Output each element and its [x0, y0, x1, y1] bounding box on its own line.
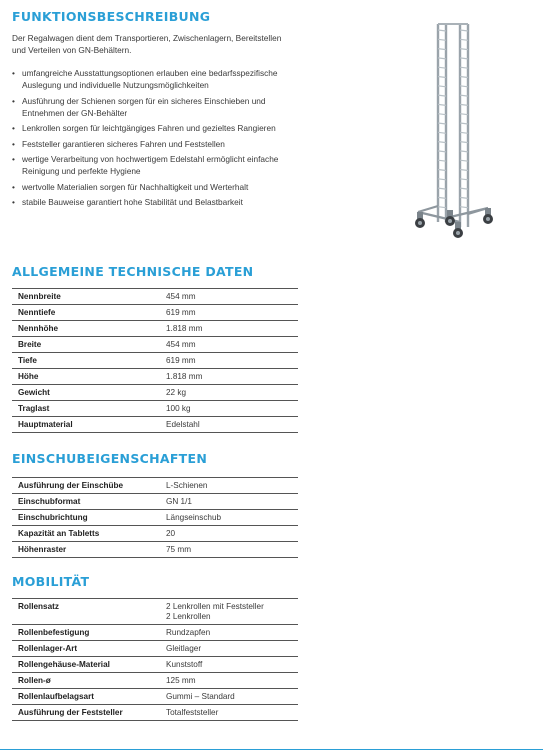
row-label: Nennbreite	[18, 292, 61, 301]
row-label: Traglast	[18, 404, 50, 413]
row-value-line: 2 Lenkrollen mit Feststeller	[166, 601, 264, 611]
feature-item	[12, 138, 302, 150]
row-value-line: GN 1/1	[166, 496, 192, 506]
table-row	[12, 305, 298, 321]
feature-text: Ausführung der Schienen sorgen für ein sicheres Einschieben und Entnehmen der GN-Behälter	[22, 95, 266, 118]
table-row	[12, 599, 298, 625]
feature-text: wertige Verarbeitung von hochwertigem Edelstahl ermöglicht einfache Reinigung und perfekte Hygiene	[22, 153, 279, 177]
row-value-line: Längseinschub	[166, 512, 222, 522]
row-value-line: 619 mm	[166, 307, 196, 317]
section-title-einschubeigenschaften: EINSCHUBEIGENSCHAFTEN	[12, 451, 208, 466]
table-row	[12, 417, 298, 433]
table-row	[12, 526, 298, 542]
row-label: Tiefe	[18, 356, 37, 365]
row-label: Höhe	[18, 372, 39, 381]
row-label: Höhenraster	[18, 545, 67, 554]
footer-divider	[0, 749, 543, 750]
table-row	[12, 401, 298, 417]
row-value	[166, 478, 298, 493]
feature-text: Lenkrollen sorgen für leichtgängiges Fahren und gezieltes Rangieren	[22, 123, 276, 134]
row-value-line: Rundzapfen	[166, 627, 211, 637]
bullet-icon: •	[12, 196, 15, 207]
row-value	[166, 494, 298, 509]
intro-text: Der Regalwagen dient dem Transportieren, Zwischenlagern, Bereitstellen und Verteilen von GN-Behältern.	[12, 33, 282, 55]
row-value-line: 100 kg	[166, 403, 191, 413]
bullet-icon: •	[12, 181, 15, 192]
table-row	[12, 369, 298, 385]
technical-data-table	[12, 288, 298, 433]
section-title-mobilitaet: MOBILITÄT	[12, 574, 90, 589]
section-title-funktionsbeschreibung: FUNKTIONSBESCHREIBUNG	[12, 9, 211, 24]
row-label: Ausführung der Feststeller	[18, 708, 123, 717]
row-value	[166, 641, 298, 656]
row-value-line: Gummi – Standard	[166, 691, 235, 701]
table-row	[12, 625, 298, 641]
feature-item	[12, 95, 302, 119]
feature-list	[12, 67, 302, 211]
row-value	[166, 625, 298, 640]
row-label: Rollenlaufbelagsart	[18, 692, 94, 701]
row-value	[166, 689, 298, 704]
row-label: Rollensatz	[18, 602, 59, 611]
rack-trolley-image	[408, 22, 498, 242]
row-value-line: 2 Lenkrollen	[166, 611, 211, 621]
feature-item	[12, 181, 302, 193]
table-row	[12, 657, 298, 673]
row-value-line: L-Schienen	[166, 480, 208, 490]
row-value-line: Kunststoff	[166, 659, 203, 669]
row-value	[166, 337, 298, 352]
row-value-line: 125 mm	[166, 675, 196, 685]
bullet-icon: •	[12, 95, 15, 106]
row-value	[166, 353, 298, 368]
row-value	[166, 305, 298, 320]
feature-item	[12, 153, 302, 177]
table-row	[12, 641, 298, 657]
row-label: Nennhöhe	[18, 324, 59, 333]
row-value-line: 22 kg	[166, 387, 187, 397]
row-value	[166, 369, 298, 384]
table-row	[12, 673, 298, 689]
feature-text: wertvolle Materialien sorgen für Nachhaltigkeit und Werterhalt	[22, 181, 249, 192]
row-value	[166, 657, 298, 672]
row-label: Rollen-ø	[18, 676, 51, 685]
row-value	[166, 417, 298, 432]
row-value	[166, 321, 298, 336]
row-label: Hauptmaterial	[18, 420, 73, 429]
bullet-icon: •	[12, 68, 15, 78]
row-value-line: 20	[166, 528, 176, 538]
slide-in-properties-table	[12, 477, 298, 558]
row-label: Rollengehäuse-Material	[18, 660, 110, 669]
table-row	[12, 289, 298, 305]
row-value	[166, 542, 298, 557]
bullet-icon: •	[12, 138, 15, 149]
row-value	[166, 705, 298, 720]
row-value	[166, 289, 298, 304]
row-value	[166, 385, 298, 400]
feature-text: stabile Bauweise garantiert hohe Stabilität und Belastbarkeit	[22, 196, 243, 207]
bullet-icon: •	[12, 153, 15, 164]
row-label: Einschubformat	[18, 497, 81, 506]
table-row	[12, 385, 298, 401]
row-value	[166, 510, 298, 525]
bullet-icon: •	[12, 123, 15, 134]
table-row	[12, 510, 298, 526]
row-label: Einschubrichtung	[18, 513, 88, 522]
table-row	[12, 705, 298, 721]
row-value-line: 1.818 mm	[166, 323, 203, 333]
mobility-table	[12, 598, 298, 721]
row-value-line: Gleitlager	[166, 643, 202, 653]
row-label: Rollenbefestigung	[18, 628, 90, 637]
table-row	[12, 542, 298, 558]
row-value-line: Edelstahl	[166, 419, 200, 429]
table-row	[12, 494, 298, 510]
section-title-technische-daten: ALLGEMEINE TECHNISCHE DATEN	[12, 264, 254, 279]
row-value	[166, 526, 298, 541]
row-label: Rollenlager-Art	[18, 644, 78, 653]
table-row	[12, 689, 298, 705]
feature-item	[12, 196, 302, 208]
row-label: Kapazität an Tabletts	[18, 529, 100, 538]
feature-item	[12, 67, 302, 91]
row-value-line: 619 mm	[166, 355, 196, 365]
row-value-line: 1.818 mm	[166, 371, 203, 381]
row-value	[166, 673, 298, 688]
row-value	[166, 599, 298, 624]
table-row	[12, 478, 298, 494]
row-label: Gewicht	[18, 388, 50, 397]
feature-item	[12, 122, 302, 134]
row-label: Ausführung der Einschübe	[18, 481, 124, 490]
row-value-line: Totalfeststeller	[166, 707, 219, 717]
table-row	[12, 353, 298, 369]
row-label: Breite	[18, 340, 42, 349]
row-value-line: 75 mm	[166, 544, 192, 554]
row-label: Nenntiefe	[18, 308, 56, 317]
table-row	[12, 321, 298, 337]
row-value-line: 454 mm	[166, 339, 196, 349]
feature-text: umfangreiche Ausstattungsoptionen erlauben eine bedarfsspezifische Auslegung und individuelle Nutzungsmöglichkeiten	[22, 68, 278, 91]
table-row	[12, 337, 298, 353]
row-value	[166, 401, 298, 416]
row-value-line: 454 mm	[166, 291, 196, 301]
feature-text: Feststeller garantieren sicheres Fahren und Feststellen	[22, 138, 225, 149]
